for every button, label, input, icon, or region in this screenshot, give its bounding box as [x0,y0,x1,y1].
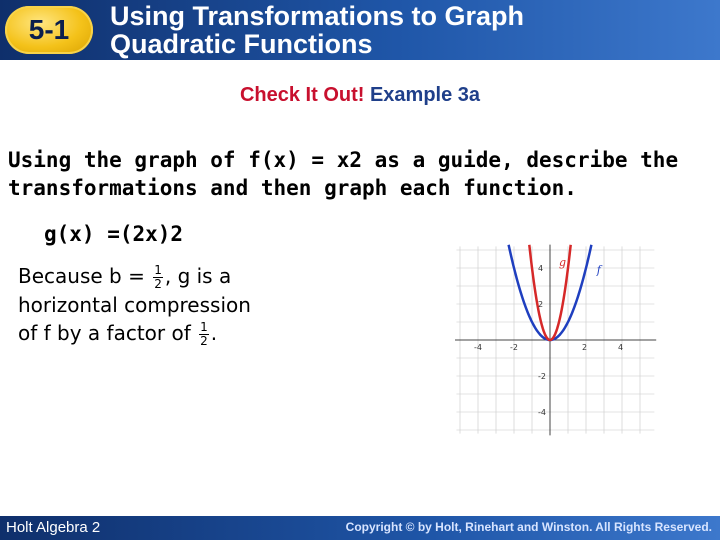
description [18,262,251,348]
y-tick-label: 2 [538,300,544,309]
example-heading [0,84,720,107]
example-label: Example 3a [369,84,481,106]
curve-label-f: f [596,263,601,277]
lesson-title-line1: Using Transformations to Graph [110,1,525,31]
prompt-line1: Using the graph of f(x) = x2 as a guide, describe the [8,148,679,172]
lesson-title [110,2,524,58]
fraction-one-half-2: $\frac{1}{2}$ [200,320,208,348]
footer-book-title: Holt Algebra 2 [6,519,101,536]
lesson-badge [5,6,93,54]
fraction-one-half: $\frac{1}{2}$ [154,263,162,291]
desc-line1: Because b = $\frac{1}{2}$ , g is a [18,263,232,291]
desc-line3: of f by a factor of $\frac{1}{2}$ . [18,320,218,348]
desc-line2: horizontal compression [18,293,251,317]
x-tick-label: -2 [510,343,518,352]
x-tick-label: -4 [474,343,482,352]
x-tick-label: 4 [618,343,624,352]
check-it-out-label: Check It Out! [239,84,365,106]
slide-footer [0,516,720,540]
lesson-title-line2: Quadratic Functions [110,29,373,59]
y-tick-label: -2 [538,372,546,381]
lesson-number: 5-1 [28,14,70,45]
y-tick-label: -4 [538,408,546,417]
problem-prompt [8,146,718,202]
curve-label-g: g [559,256,567,270]
parabola-graph [455,240,660,440]
slide-header [0,0,720,60]
prompt-line2: transformations and then graph each function. [8,176,577,200]
y-tick-label: 4 [538,264,544,273]
footer-copyright: Copyright © by Holt, Rinehart and Winston. All Rights Reserved. [345,520,712,534]
function-label: g(x) =(2x)2 [44,222,184,246]
x-tick-label: 2 [582,343,588,352]
graph-axes [455,245,656,436]
